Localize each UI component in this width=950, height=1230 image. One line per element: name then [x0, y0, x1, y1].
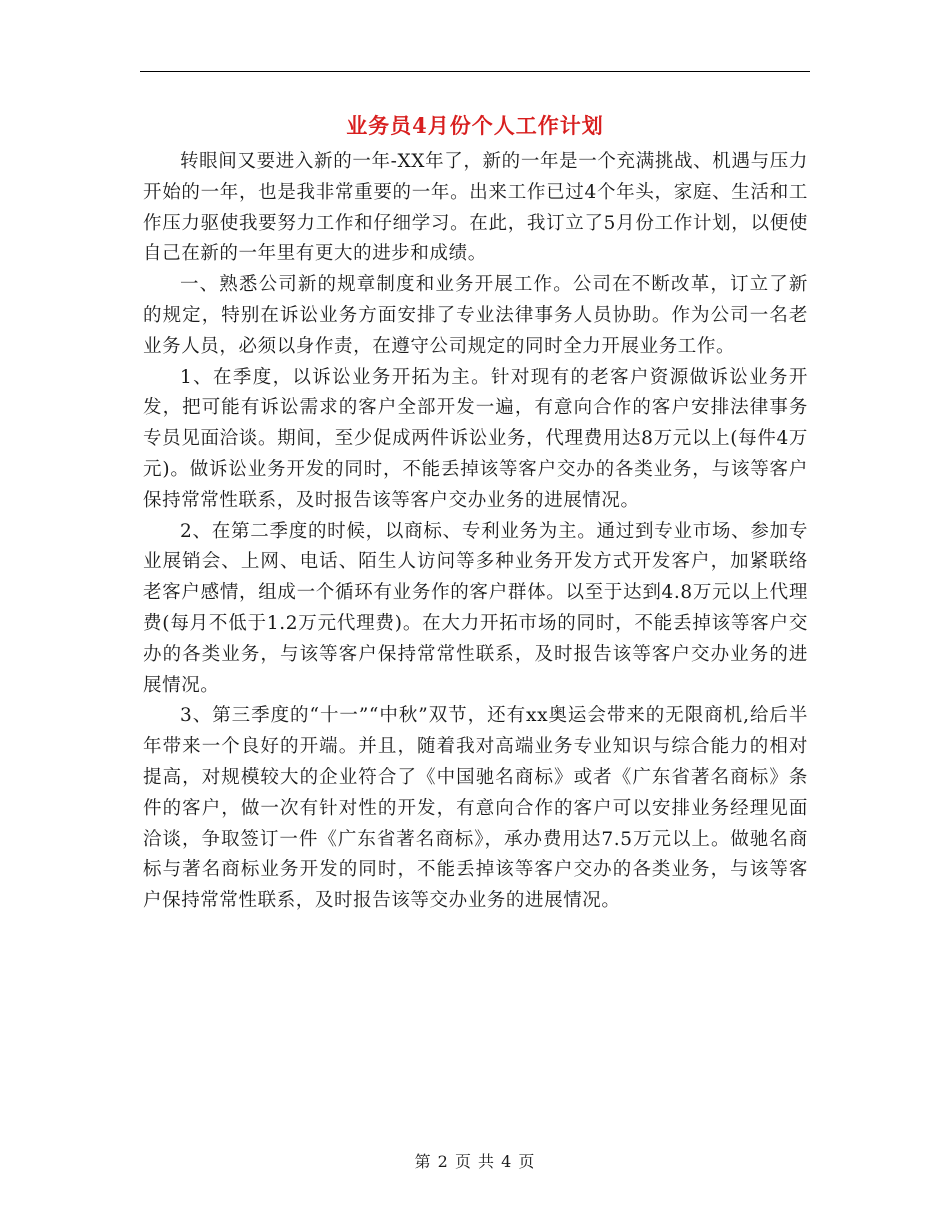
footer-suffix: 页 — [518, 1152, 536, 1171]
paragraph-item-2: 2、在第二季度的时候，以商标、专利业务为主。通过到专业市场、参加专业展销会、上网、电话、陌生人访问等多种业务开发方式开发客户，加紧联络老客户感情，组成一个循环有业务作的客户群体。以至于达到4.8万元以上代理费(每月不低于1.2万元代理费)。在大力开拓市场的同时，不能丢掉该等客户交办的各类业务，与该等客户保持常常性联系，及时报告该等客户交办业务的进展情况。 — [143, 520, 808, 696]
paragraph-intro: 转眼间又要进入新的一年-XX年了，新的一年是一个充满挑战、机遇与压力开始的一年，也是我非常重要的一年。出来工作已过4个年头，家庭、生活和工作压力驱使我要努力工作和仔细学习。在此，我订立了5月份工作计划，以便使自己在新的一年里有更大的进步和成绩。 — [143, 151, 808, 265]
footer-total-pages: 4 — [501, 1152, 513, 1171]
footer-middle: 页 共 — [454, 1152, 496, 1171]
page-footer — [140, 1150, 810, 1174]
paragraph-section-one: 一、熟悉公司新的规章制度和业务开展工作。公司在不断改革，订立了新的规定，特别在诉讼业务方面安排了专业法律事务人员协助。作为公司一名老业务人员，必须以身作责，在遵守公司规定的同时全力开展业务工作。 — [143, 274, 808, 357]
footer-current-page: 2 — [437, 1152, 449, 1171]
footer-prefix: 第 — [414, 1152, 432, 1171]
header-rule — [140, 71, 810, 72]
document-title: 业务员4月份个人工作计划 — [346, 113, 604, 138]
paragraph-item-3: 3、第三季度的“十一”“中秋”双节，还有xx奥运会带来的无限商机,给后半年带来一个良好的开端。并且，随着我对高端业务专业知识与综合能力的相对提高，对规模较大的企业符合了《中国驰名商标》或者《广东省著名商标》条件的客户，做一次有针对性的开发，有意向合作的客户可以安排业务经理见面洽谈，争取签订一件《广东省著名商标》，承办费用达7.5万元以上。做驰名商标与著名商标业务开发的同时，不能丢掉该等客户交办的各类业务，与该等客户保持常常性联系，及时报告该等交办业务的进展情况。 — [143, 705, 808, 912]
paragraph-item-1: 1、在季度，以诉讼业务开拓为主。针对现有的老客户资源做诉讼业务开发，把可能有诉讼需求的客户全部开发一遍，有意向合作的客户安排法律事务专员见面洽谈。期间，至少促成两件诉讼业务，代理费用达8万元以上(每件4万元)。做诉讼业务开发的同时，不能丢掉该等客户交办的各类业务，与该等客户保持常常性联系，及时报告该等客户交办业务的进展情况。 — [143, 366, 808, 511]
document-body — [143, 147, 808, 917]
